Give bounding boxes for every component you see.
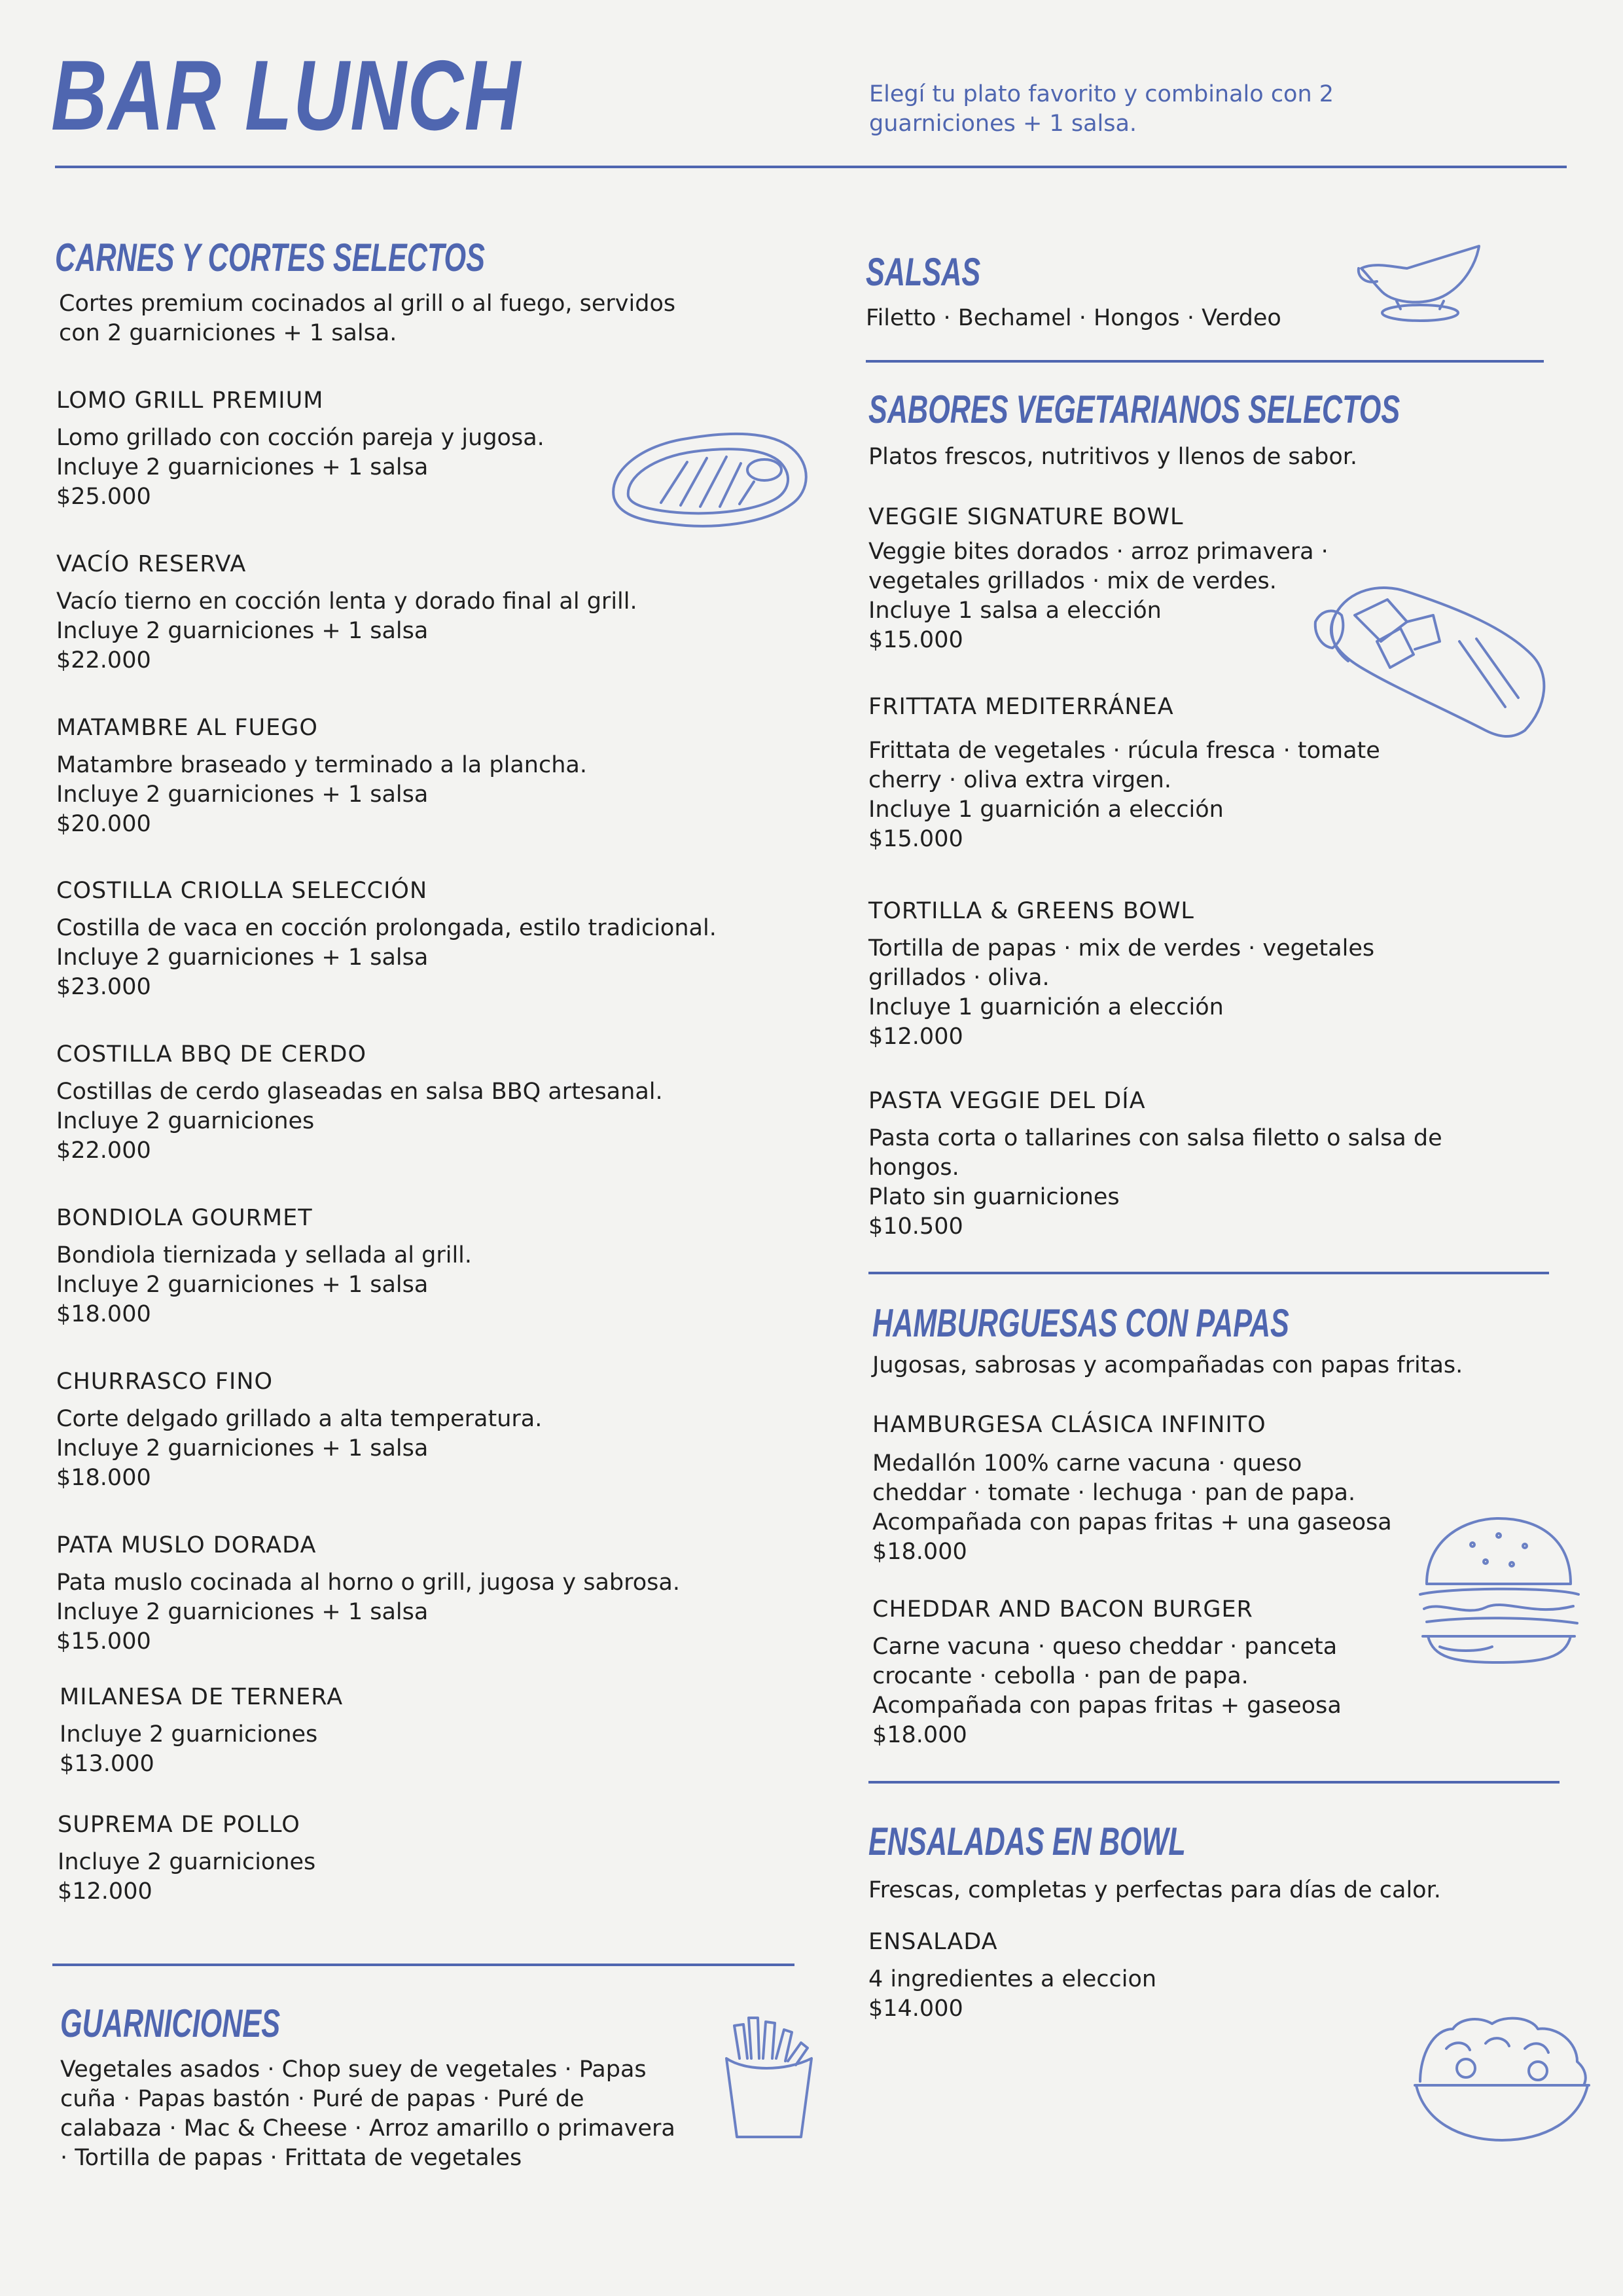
section-title-guarniciones: GUARNICIONES: [60, 2001, 281, 2045]
hamburguesas-divider: [868, 1781, 1560, 1784]
header-intro: Elegí tu plato favorito y combinalo con 2 guarniciones + 1 salsa.: [869, 81, 1334, 137]
item-price: $14.000: [868, 1996, 963, 2022]
section-title-hamburguesas: HAMBURGUESAS CON PAPAS: [872, 1301, 1289, 1345]
menu-item-bondiola: BONDIOLA GOURMET Bondiola tiernizada y sellada al grill. Incluye 2 guarniciones + 1 salsa $18.000: [56, 1204, 472, 1329]
menu-item-ensalada: ENSALADA 4 ingredientes a eleccion $14.000: [868, 1928, 1156, 2024]
guarniciones-list: Vegetales asados · Chop suey de vegetales · Papas cuña · Papas bastón · Puré de papas · Puré de calabaza · Mac & Cheese · Arroz amarillo o primavera · Tortilla de papas · Frittata de vegetales: [60, 2056, 675, 2171]
item-price: $22.000: [56, 647, 151, 673]
menu-item-suprema: SUPREMA DE POLLO Incluye 2 guarniciones $12.000: [58, 1810, 315, 1907]
item-price: $12.000: [58, 1878, 152, 1905]
item-price: $25.000: [56, 484, 151, 510]
carnes-divider: [52, 1964, 794, 1966]
menu-item-frittata: FRITTATA MEDITERRÁNEA Frittata de vegetales · rúcula fresca · tomate cherry · oliva extra virgen. Incluye 1 guarnición a elección $15.000: [868, 692, 1380, 854]
vegetarianos-divider: [868, 1272, 1549, 1274]
section-desc-carnes: Cortes premium cocinados al grill o al fuego, servidos con 2 guarniciones + 1 salsa.: [59, 291, 676, 346]
section-title-vegetarianos: SABORES VEGETARIANOS SELECTOS: [868, 387, 1400, 431]
item-price: $18.000: [56, 1465, 151, 1491]
menu-item-hamburguesa-clasica: HAMBURGESA CLÁSICA INFINITO Medallón 100% carne vacuna · queso cheddar · tomate · lechuga · pan de papa. Acompañada con papas fritas + una gaseosa $18.000: [872, 1410, 1392, 1567]
item-price: $10.500: [868, 1213, 963, 1240]
item-price: $12.000: [868, 1024, 963, 1050]
menu-item-cheddar-bacon: CHEDDAR AND BACON BURGER Carne vacuna · queso cheddar · panceta crocante · cebolla · pan de papa. Acompañada con papas fritas + gaseosa $18.000: [872, 1595, 1342, 1750]
item-price: $22.000: [56, 1138, 151, 1164]
section-desc-vegetarianos: Platos frescos, nutritivos y llenos de sabor.: [868, 444, 1358, 470]
menu-item-churrasco: CHURRASCO FINO Corte delgado grillado a alta temperatura. Incluye 2 guarniciones + 1 salsa $18.000: [56, 1367, 542, 1493]
section-title-ensaladas: ENSALADAS EN BOWL: [868, 1820, 1186, 1863]
menu-item-vacio: VACÍO RESERVA Vacío tierno en cocción lenta y dorado final al grill. Incluye 2 guarniciones + 1 salsa $22.000: [56, 550, 637, 675]
item-price: $20.000: [56, 811, 151, 837]
burger-icon: [1414, 1512, 1584, 1669]
page-title: BAR LUNCH: [51, 40, 522, 151]
menu-item-costilla-bbq: COSTILLA BBQ DE CERDO Costillas de cerdo glaseadas en salsa BBQ artesanal. Incluye 2 guarniciones $22.000: [56, 1040, 663, 1166]
steak-icon: [602, 419, 818, 537]
menu-item-pasta-veggie: PASTA VEGGIE DEL DÍA Pasta corta o tallarines con salsa filetto o salsa de hongos. Plato sin guarniciones $10.500: [868, 1086, 1442, 1242]
item-price: $18.000: [872, 1539, 967, 1565]
wrap-icon: [1309, 576, 1551, 746]
menu-item-costilla-criolla: COSTILLA CRIOLLA SELECCIÓN Costilla de vaca en cocción prolongada, estilo tradicional. Incluye 2 guarniciones + 1 salsa $23.000: [56, 876, 717, 1002]
fries-icon: [720, 2013, 818, 2144]
salad-bowl-icon: [1407, 2009, 1597, 2147]
item-price: $18.000: [56, 1301, 151, 1327]
section-title-salsas: SALSAS: [866, 250, 981, 294]
item-price: $23.000: [56, 974, 151, 1000]
salsas-list: Filetto · Bechamel · Hongos · Verdeo: [866, 305, 1281, 331]
menu-item-milanesa: MILANESA DE TERNERA Incluye 2 guarniciones $13.000: [60, 1683, 343, 1779]
item-price: $15.000: [56, 1628, 151, 1655]
item-price: $18.000: [872, 1722, 967, 1748]
menu-item-tortilla-bowl: TORTILLA & GREENS BOWL Tortilla de papas · mix de verdes · vegetales grillados · oliva. Incluye 1 guarnición a elección $12.000: [868, 897, 1374, 1052]
gravy-boat-icon: [1348, 236, 1486, 327]
header-divider: [55, 166, 1567, 168]
item-price: $15.000: [868, 826, 963, 852]
salsas-divider: [866, 360, 1544, 363]
menu-item-pata-muslo: PATA MUSLO DORADA Pata muslo cocinada al horno o grill, jugosa y sabrosa. Incluye 2 guarniciones + 1 salsa $15.000: [56, 1531, 680, 1657]
item-price: $13.000: [60, 1751, 154, 1777]
section-title-carnes: CARNES Y CORTES SELECTOS: [55, 236, 485, 279]
section-desc-ensaladas: Frescas, completas y perfectas para días de calor.: [868, 1877, 1441, 1903]
item-price: $15.000: [868, 627, 963, 653]
menu-item-lomo: LOMO GRILL PREMIUM Lomo grillado con cocción pareja y jugosa. Incluye 2 guarniciones + 1 salsa $25.000: [56, 386, 544, 512]
section-desc-hamburguesas: Jugosas, sabrosas y acompañadas con papas fritas.: [872, 1352, 1463, 1378]
menu-item-matambre: MATAMBRE AL FUEGO Matambre braseado y terminado a la plancha. Incluye 2 guarniciones + 1 salsa $20.000: [56, 713, 587, 839]
menu-item-veggie-bowl: VEGGIE SIGNATURE BOWL Veggie bites dorados · arroz primavera · vegetales grillados · mix de verdes. Incluye 1 salsa a elección $15.000: [868, 503, 1329, 655]
